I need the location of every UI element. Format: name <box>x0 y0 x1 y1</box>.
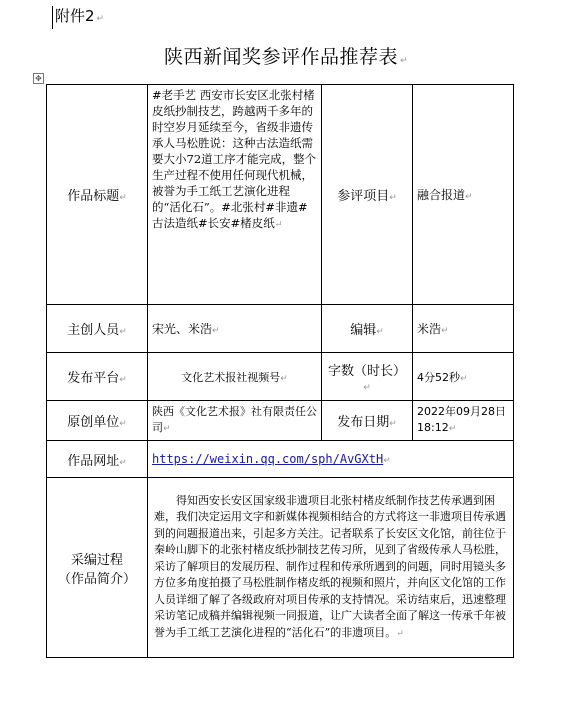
platform-label: 发布平台↵ <box>47 353 148 401</box>
platform-cell[interactable]: 文化艺术报社视频号↵ <box>148 353 322 401</box>
category-label: 参评项目↵ <box>322 85 413 305</box>
process-cell[interactable]: 得知西安长安区国家级非遗项目北张村楮皮纸制作技艺传承遇到困难，我们决定运用文字和新媒体视频相结合的方式将这一非遗项目传承遇到的问题报道出来，引起多方关注。记者联系了长安区文化馆，前往位于秦岭山脚下的北张村楮皮纸抄制技艺传习所，见到了省级传承人马松胜，采访了解项目的发展历程、制作过程和传承所遇到的问题，同时用镜头多方位多角度拍摄了马松胜制作楮皮纸的视频和照片，并向区文化馆的工作人员详细了解了各级政府对项目传承的支持情况。采访结束后，迅速整理采访笔记成稿并编辑视频一同报道，让广大读者全面了解这一传承千年被誉为手工纸工艺演化进程的“活化石”的非遗项目。↵ <box>148 478 514 658</box>
unit-label: 原创单位↵ <box>47 401 148 441</box>
form-title: 陕西新闻奖参评作品推荐表 ↵ <box>163 46 409 68</box>
editor-label: 编辑↵ <box>322 305 413 353</box>
table-move-handle-icon[interactable]: ✥ <box>33 73 44 84</box>
table-row <box>47 85 514 305</box>
creators-label: 主创人员↵ <box>47 305 148 353</box>
length-cell[interactable]: 4分52秒↵ <box>413 353 514 401</box>
paragraph-mark: ↵ <box>96 14 105 24</box>
date-cell[interactable]: 2022年09月28日 18:12↵ <box>413 401 514 441</box>
paragraph-mark: ↵ <box>399 56 409 66</box>
date-label: 发布日期↵ <box>322 401 413 441</box>
table-row <box>47 441 514 478</box>
table-row <box>47 478 514 658</box>
url-label: 作品网址↵ <box>47 441 148 478</box>
editor-cell[interactable]: 米浩↵ <box>413 305 514 353</box>
work-title-label: 作品标题↵ <box>47 85 148 305</box>
recommendation-table <box>46 84 514 658</box>
url-cell: https://weixin.qq.com/sph/AvGXtH↵ <box>148 441 514 478</box>
attachment-label: 附件2 ↵ <box>52 6 104 29</box>
table-row <box>47 353 514 401</box>
unit-cell[interactable]: 陕西《文化艺术报》社有限责任公司↵ <box>148 401 322 441</box>
process-label: 采编过程 （作品简介） <box>47 478 148 658</box>
category-cell[interactable]: 融合报道↵ <box>413 85 514 305</box>
table-row <box>47 401 514 441</box>
work-url-link[interactable]: https://weixin.qq.com/sph/AvGXtH <box>152 452 384 466</box>
work-title-cell[interactable]: #老手艺 西安市长安区北张村楮皮纸抄制技艺，跨越两千多年的时空岁月延续至今，省级非遗传承人马松胜说：这种古法造纸需要大小72道工序才能完成，整个生产过程不使用任何现代机械，被誉为手工纸工艺演化进程的“活化石”。#北张村#非遗#古法造纸#长安#楮皮纸↵ <box>148 85 322 305</box>
creators-cell[interactable]: 宋光、米浩↵ <box>148 305 322 353</box>
length-label: 字数（时长）↵ <box>322 353 413 401</box>
table-row <box>47 305 514 353</box>
